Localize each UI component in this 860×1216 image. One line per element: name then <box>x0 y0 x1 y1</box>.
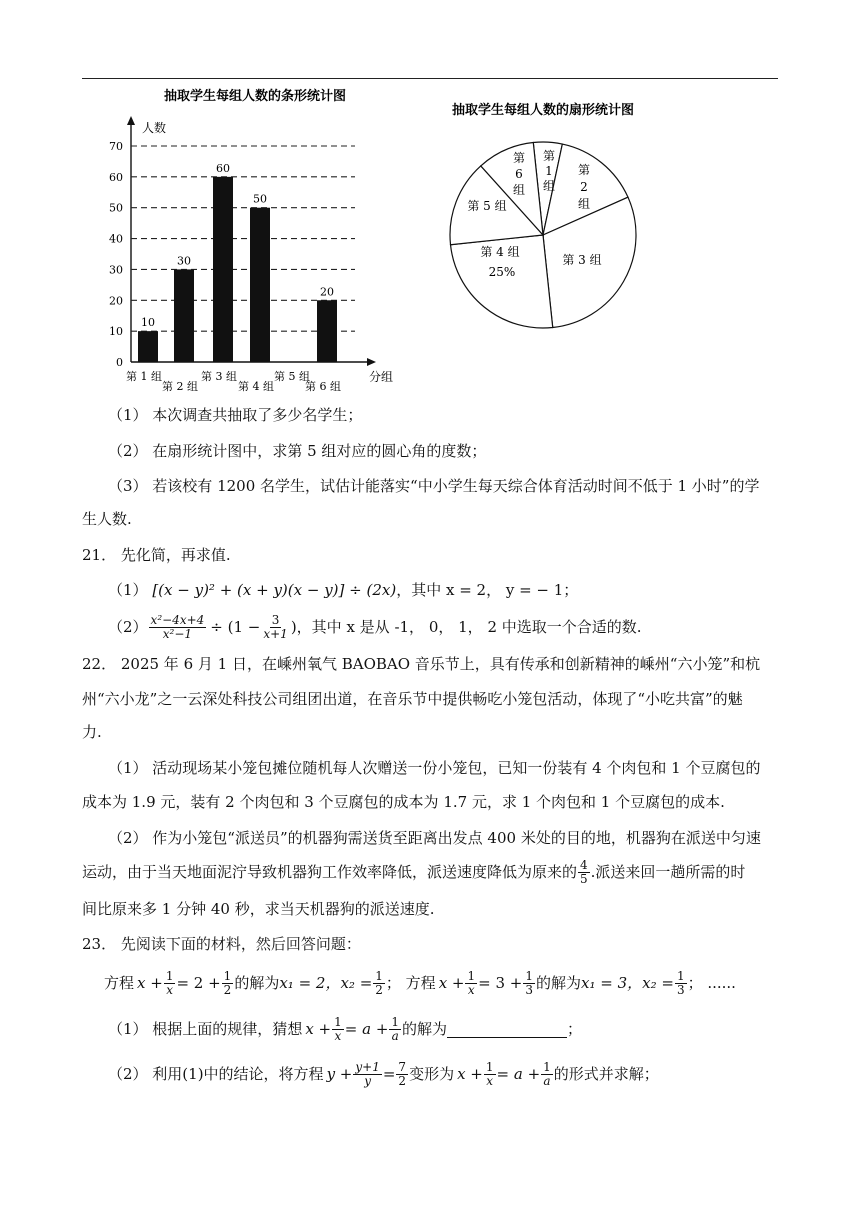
q23-p1-frac2-num: 1 <box>391 1014 400 1029</box>
q21-p2-inner-den: x+1 <box>263 626 288 641</box>
q23-m-frac1 <box>164 970 176 997</box>
bar <box>174 269 194 362</box>
bar <box>317 300 337 362</box>
bar-category-label: 第 1 组 <box>126 370 162 383</box>
bar-y-tick-label: 10 <box>109 325 123 339</box>
q22-p2-num: 4 <box>580 857 588 872</box>
pie-label-group1: 第 <box>542 149 556 163</box>
q21-p2-tail: )，其中 x 是从 -1， 0， 1， 2 中选取一个合适的数. <box>290 618 642 636</box>
q21-heading: 21． 先化简，再求值. <box>82 546 231 564</box>
q22-p2-post: .派送来回一趟所需的时 <box>590 863 746 881</box>
q23-m-ellipsis: ； ...... <box>687 974 736 992</box>
q23-p2-frac1-den: y <box>364 1073 371 1088</box>
pie-label-group5: 第 5 组 <box>467 199 507 213</box>
q23-m-x2: x + <box>438 974 465 992</box>
q23-m-frac3-num: 1 <box>375 968 383 983</box>
bar-y-tick-label: 40 <box>109 232 123 246</box>
x-axis-label: 分组 <box>369 370 394 384</box>
bar-value-label: 10 <box>141 316 155 330</box>
y-axis-label: 人数 <box>142 121 167 135</box>
q21-p1-expression: [(x − y)² + (x + y)(x − y)] ÷ (2x) <box>152 581 397 599</box>
q23-m-frac3-den: 2 <box>375 982 383 997</box>
pie-label-group1c: 组 <box>542 179 556 193</box>
bar-y-tick-label: 20 <box>109 294 123 308</box>
q21-p2-numerator: x²−4x+4 <box>150 612 205 627</box>
bar-y-tick-label: 70 <box>109 140 123 153</box>
q23-p1-frac1 <box>332 1016 344 1043</box>
pie-label-group1b: 1 <box>545 164 553 178</box>
q21-p1-label: （1） <box>108 581 148 599</box>
bar-category-label: 第 6 组 <box>305 380 341 393</box>
pie-label-group3: 第 3 组 <box>562 253 602 267</box>
bar <box>250 208 270 362</box>
q23-m-frac5 <box>523 970 535 997</box>
q23-m-frac4-den: x <box>467 982 475 997</box>
q23-m-frac4 <box>465 970 477 997</box>
bar-value-label: 50 <box>253 192 267 206</box>
q23-m-pre: 方程 <box>104 974 135 992</box>
q23-p2-frac3 <box>484 1061 496 1088</box>
q23-m-frac2 <box>222 970 234 997</box>
q23-m-sep: ； 方程 <box>385 974 436 992</box>
q21-p2-inner-num: 3 <box>271 612 280 627</box>
q23-p1-frac1-den: x <box>334 1028 342 1043</box>
q23-m-x1: x + <box>137 974 163 992</box>
q23-m-sol2: 的解为 <box>535 974 581 992</box>
q23-part1 <box>108 1012 582 1046</box>
q23-p1-mid: = a + <box>344 1020 389 1038</box>
q21-p2-mid: ÷ (1 − <box>210 618 261 636</box>
q23-m-roots2: x₁ = 3，x₂ = <box>581 974 674 992</box>
pie-label-group6b: 6 <box>515 167 523 181</box>
bar-category-label: 第 5 组 <box>274 370 310 383</box>
q23-p1-frac2 <box>389 1016 401 1043</box>
pie-label-group4: 第 4 组 <box>480 245 520 259</box>
bar-y-tick-label: 30 <box>109 263 123 277</box>
q23-m-frac2-den: 2 <box>223 982 232 997</box>
bar-value-label: 60 <box>216 161 230 175</box>
q23-p2-frac3-num: 1 <box>485 1059 494 1074</box>
q23-m-sol1: 的解为 <box>234 974 280 992</box>
q23-p2-frac2-num: 7 <box>398 1059 407 1074</box>
q21-part1 <box>108 580 578 600</box>
q22-line2: 州“六小龙”之一云深处科技公司组团出道，在音乐节中提供畅吃小笼包活动，体现了“小吃共富”的魅 <box>82 690 743 708</box>
q23-part2 <box>108 1056 659 1092</box>
q22-p2-den: 5 <box>580 871 588 886</box>
q23-p2-pre: （2） 利用(1)中的结论，将方程 <box>108 1065 324 1083</box>
q20-part3-line2: 生人数. <box>82 510 132 528</box>
q22-line3: 力. <box>82 723 102 741</box>
pie-label-group2: 第 <box>577 163 591 177</box>
bar-chart <box>109 88 393 393</box>
q23-m-eq1: = 2 + <box>176 974 221 992</box>
q23-p2-mid: 变形为 <box>409 1065 455 1083</box>
q23-m-frac3 <box>373 970 385 997</box>
q20-part2: （2） 在扇形统计图中，求第 5 组对应的圆心角的度数； <box>108 442 487 460</box>
q23-p1-pre: （1） 根据上面的规律，猜想 <box>108 1020 303 1038</box>
bar-category-label: 第 3 组 <box>201 370 237 383</box>
q23-p1-x: x + <box>305 1020 332 1038</box>
bar <box>138 331 158 362</box>
q22-p2-pre: 运动，由于当天地面泥泞导致机器狗工作效率降低，派送速度降低为原来的 <box>82 863 578 881</box>
q23-p1-frac2-den: a <box>391 1028 399 1043</box>
y-axis-arrow <box>127 116 135 125</box>
q23-material <box>104 966 736 1000</box>
q21-p2-inner-fraction <box>261 614 289 641</box>
q23-m-frac5-den: 3 <box>525 982 533 997</box>
bar-category-label: 第 4 组 <box>238 380 274 393</box>
q23-p2-amid: = a + <box>496 1065 541 1083</box>
bar-category-label: 第 2 组 <box>162 380 198 393</box>
q23-p1-post: 的解为 <box>402 1020 448 1038</box>
q22-part1-line1: （1） 活动现场某小笼包摊位随机每人次赠送一份小笼包，已知一份装有 4 个肉包和 1 个豆腐包的 <box>108 759 761 777</box>
q23-p2-frac2 <box>396 1061 408 1088</box>
pie-chart-title: 抽取学生每组人数的扇形统计图 <box>451 103 635 118</box>
q23-p2-frac4-num: 1 <box>543 1059 551 1074</box>
q23-m-frac4-num: 1 <box>467 968 476 983</box>
q21-p2-fraction <box>149 614 207 641</box>
pie-label-group6c: 组 <box>512 183 526 197</box>
pie-label-group2c: 组 <box>577 197 591 211</box>
q22-part2-line2 <box>82 856 745 888</box>
bar-value-label: 30 <box>177 254 191 268</box>
q22-line1: 22． 2025 年 6 月 1 日，在嵊州氧气 BAOBAO 音乐节上，具有传承和创新精神的嵊州“六小笼”和杭 <box>82 655 761 673</box>
q21-part2 <box>108 610 642 644</box>
q23-answer-blank[interactable] <box>447 1021 567 1038</box>
q23-m-roots1: x₁ = 2，x₂ = <box>279 974 373 992</box>
q23-m-eq2: = 3 + <box>478 974 523 992</box>
q23-m-frac1-den: x <box>166 982 174 997</box>
q20-part1: （1） 本次调查共抽取了多少名学生； <box>108 406 363 424</box>
q22-part2-line1: （2） 作为小笼包“派送员”的机器狗需送货至距离出发点 400 米处的目的地，机器狗在派送中匀速 <box>108 829 761 847</box>
q23-m-frac2-num: 1 <box>223 968 232 983</box>
q23-p2-frac1 <box>353 1061 381 1088</box>
figure-area <box>0 0 860 400</box>
q23-m-frac6-den: 3 <box>676 982 685 997</box>
q23-p2-eq: = <box>382 1065 396 1083</box>
q21-p2-denominator: x²−1 <box>162 626 193 641</box>
q20-part3-line1: （3） 若该校有 1200 名学生，试估计能落实“中小学生每天综合体育活动时间不低于 1 小时”的学 <box>108 477 760 495</box>
q22-part1-line2: 成本为 1.9 元，装有 2 个肉包和 3 个豆腐包的成本为 1.7 元，求 1 个肉包和 1 个豆腐包的成本. <box>82 793 725 811</box>
bar-y-tick-label: 60 <box>109 170 123 184</box>
q21-p1-tail: ，其中 x = 2， y = − 1； <box>396 581 579 599</box>
bar-value-label: 20 <box>320 285 334 299</box>
q21-p2-label: （2） <box>108 618 148 636</box>
q23-p2-frac3-den: x <box>486 1073 494 1088</box>
q23-m-frac5-num: 1 <box>525 968 533 983</box>
q23-p2-frac4-den: a <box>543 1073 551 1088</box>
q23-m-frac1-num: 1 <box>165 968 174 983</box>
q23-p1-end: ； <box>567 1020 583 1038</box>
q23-m-frac6 <box>675 970 687 997</box>
q23-m-frac6-num: 1 <box>676 968 685 983</box>
bar-y-tick-label: 50 <box>109 201 123 215</box>
bar <box>213 177 233 362</box>
q23-p2-x: x + <box>457 1065 483 1083</box>
q23-p2-frac4 <box>541 1061 553 1088</box>
q23-p2-frac1-num: y+1 <box>355 1059 380 1074</box>
bar-chart-title: 抽取学生每组人数的条形统计图 <box>163 89 347 104</box>
pie-label-group6: 第 <box>512 151 526 165</box>
q23-p2-frac2-den: 2 <box>398 1073 407 1088</box>
q23-p1-frac1-num: 1 <box>334 1014 342 1029</box>
q23-p2-post: 的形式并求解； <box>553 1065 659 1083</box>
q22-p2-fraction <box>578 859 590 886</box>
pie-label-group2b: 2 <box>580 180 588 194</box>
q23-heading: 23． 先阅读下面的材料，然后回答问题： <box>82 935 361 953</box>
q23-p2-y: y + <box>326 1065 353 1083</box>
pie-chart <box>450 102 636 328</box>
x-axis-arrow <box>367 358 376 366</box>
bar-y-tick-label: 0 <box>116 356 123 369</box>
q22-part2-line3: 间比原来多 1 分钟 40 秒，求当天机器狗的派送速度. <box>82 900 435 918</box>
pie-label-25pct: 25% <box>488 265 516 279</box>
